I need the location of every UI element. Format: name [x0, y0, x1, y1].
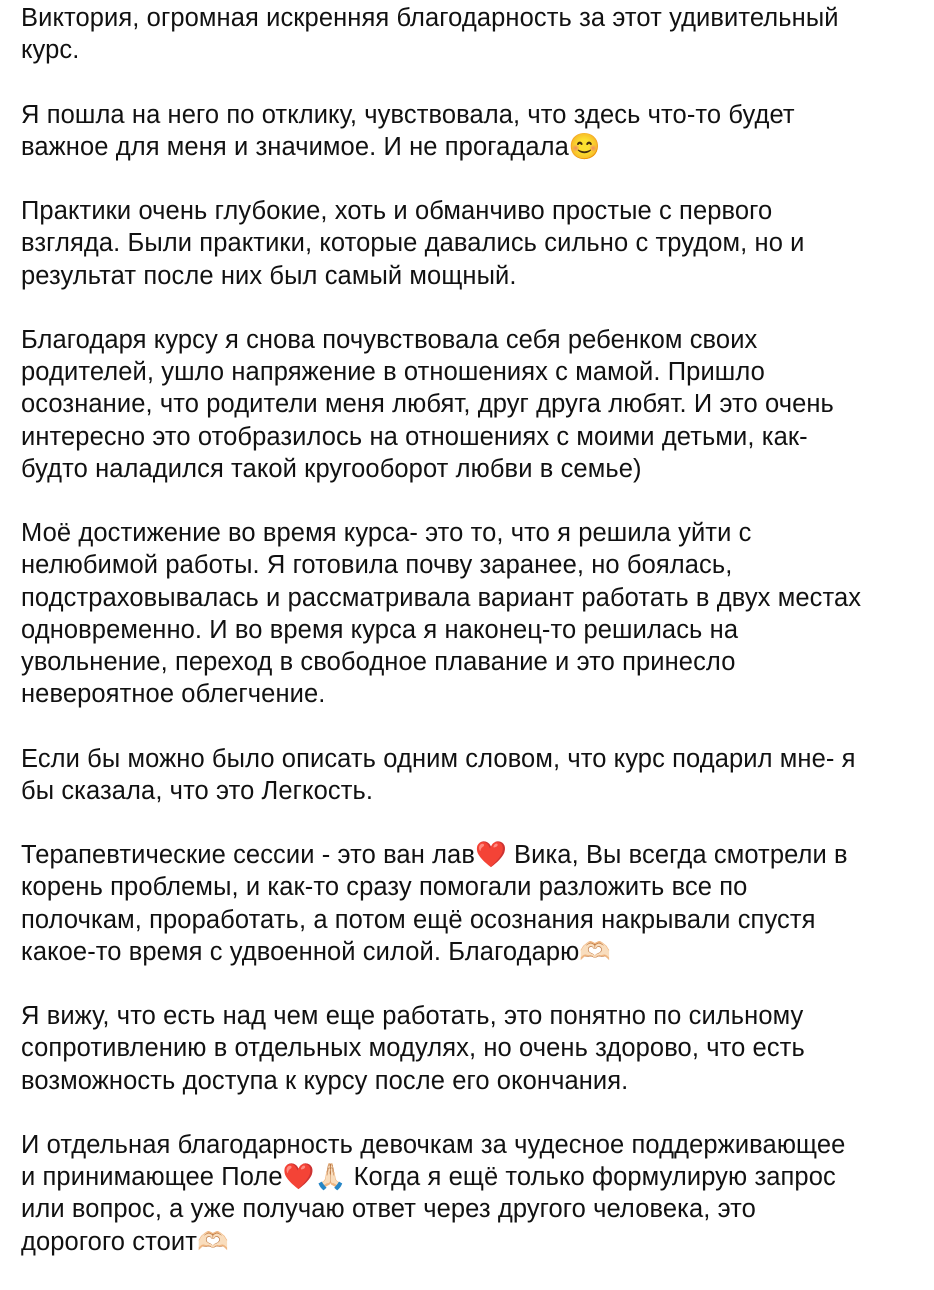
paragraph-family: Благодаря курсу я снова почувствовала себя ребенком своих родителей, ушло напряжение в отношениях с мамой. Пришло осознание, что родители меня любят, друг друга любят. И это очень интересно это отобразилось на отношениях с моими детьми, как- будто наладился такой кругооборот любви в семье): [21, 325, 834, 483]
message-text: [21, 0, 921, 1290]
paragraph-achievement: Моё достижение во время курса- это то, что я решила уйти с нелюбимой работы. Я готовила почву заранее, но боялась, подстраховывалась и рассматривала вариант работать в двух местах одновременно. И во время курса я наконец-то решилась на увольнение, переход в свободное плавание и это принесло невероятное облегчение.: [21, 519, 862, 709]
paragraph-one-word: Если бы можно было описать одним словом, что курс подарил мне- я бы сказала, что это Легкость.: [21, 744, 856, 805]
paragraph-sessions: Терапевтические сессии - это ван лав❤️ Вика, Вы всегда смотрели в корень проблемы, и как-то сразу помогали разложить все по полочкам, проработать, а потом ещё осознания накрывали спустя какое-то время с удвоенной силой. Благодарю🫶🏻: [21, 841, 848, 966]
paragraph-practices: Практики очень глубокие, хоть и обманчиво простые с первого взгляда. Были практики, которые давались сильно с трудом, но и результат после них был самый мощный.: [21, 197, 805, 290]
paragraph-greeting: Виктория, огромная искренняя благодарность за этот удивительный курс.: [21, 4, 839, 65]
paragraph-motivation: Я пошла на него по отклику, чувствовала, что здесь что-то будет важное для меня и значимое. И не прогадала😊: [21, 100, 795, 161]
paragraph-further-work: Я вижу, что есть над чем еще работать, это понятно по сильному сопротивлению в отдельных модулях, но очень здорово, что есть возможность доступа к курсу после его окончания.: [21, 1002, 805, 1095]
paragraph-community-thanks: И отдельная благодарность девочкам за чудесное поддерживающее и принимающее Поле❤️🙏🏻 Когда я ещё только формулирую запрос или вопрос, а уже получаю ответ через другого человека, это дорогого стоит🫶🏻: [21, 1130, 846, 1256]
